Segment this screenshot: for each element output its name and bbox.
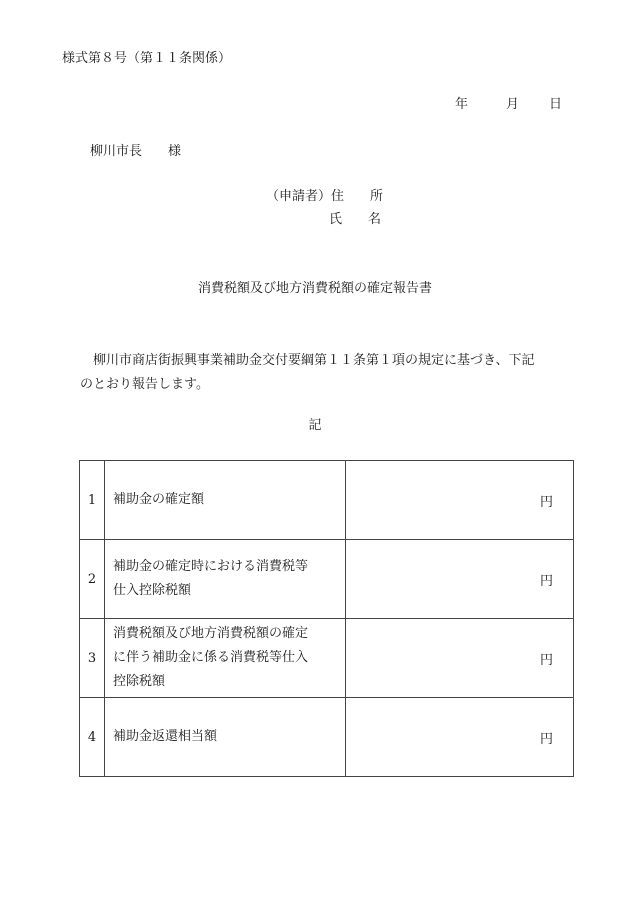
ki-heading: 記 — [308, 418, 322, 433]
row-label-line: 控除税額 — [113, 674, 166, 689]
table-row — [80, 540, 574, 619]
report-table — [79, 460, 574, 777]
row-label — [105, 619, 346, 698]
amount-cell — [346, 619, 574, 698]
row-label-line: 仕入控除税額 — [113, 583, 192, 598]
yen-unit: 円 — [539, 573, 553, 589]
document-title: 消費税額及び地方消費税額の確定報告書 — [197, 281, 432, 296]
row-label — [105, 540, 346, 619]
table-row — [80, 619, 574, 698]
applicant-name-label: 氏 名 — [329, 212, 382, 227]
row-number: 2 — [80, 540, 105, 619]
body-line-2: のとおり報告します。 — [80, 377, 209, 392]
amount-cell — [346, 698, 574, 777]
table-row — [80, 461, 574, 540]
form-number: 様式第８号（第１１条関係） — [62, 51, 232, 66]
table-row — [80, 698, 574, 777]
row-label-line: に伴う補助金に係る消費税等仕入 — [113, 650, 309, 665]
yen-unit: 円 — [539, 731, 553, 747]
yen-unit: 円 — [539, 494, 553, 510]
row-label — [105, 698, 346, 777]
amount-cell — [346, 461, 574, 540]
row-number: 3 — [80, 619, 105, 698]
row-label-line: 補助金の確定額 — [113, 492, 205, 507]
row-number: 1 — [80, 461, 105, 540]
date-day: 日 — [549, 97, 563, 112]
yen-unit: 円 — [539, 652, 553, 668]
row-label-line: 消費税額及び地方消費税額の確定 — [113, 626, 309, 641]
addressee: 柳川市長 様 — [90, 144, 182, 159]
amount-cell — [346, 540, 574, 619]
date-line — [455, 98, 562, 111]
row-number: 4 — [80, 698, 105, 777]
applicant-address-label: （申請者）住 所 — [266, 189, 384, 204]
body-text — [80, 349, 580, 397]
row-label-line: 補助金返還相当額 — [113, 729, 218, 744]
row-label-line: 補助金の確定時における消費税等 — [113, 559, 309, 574]
body-line-1: 柳川市商店街振興事業補助金交付要綱第１１条第１項の規定に基づき、下記 — [93, 353, 535, 368]
date-year: 年 — [455, 97, 469, 112]
date-month: 月 — [506, 97, 520, 112]
row-label — [105, 461, 346, 540]
